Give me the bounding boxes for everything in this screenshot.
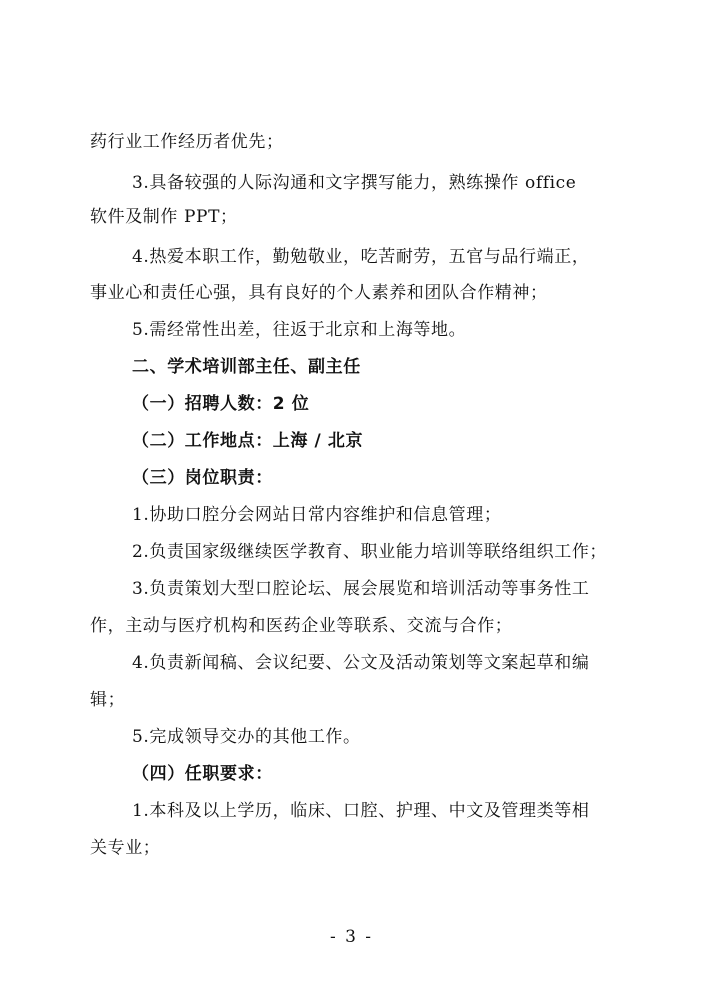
text-line: 3.负责策划大型口腔论坛、展会展览和培训活动等事务性工: [132, 579, 590, 599]
text-line: 5.需经常性出差，往返于北京和上海等地。: [132, 320, 467, 340]
section-heading: 二、学术培训部主任、副主任: [132, 357, 361, 377]
text-line: 辑；: [90, 690, 126, 710]
subsection-heading: （三）岗位职责：: [132, 468, 273, 488]
page-number: - 3 -: [329, 927, 374, 947]
text-line: 1.协助口腔分会网站日常内容维护和信息管理；: [132, 505, 502, 525]
text-line: 2.负责国家级继续医学教育、职业能力培训等联络组织工作；: [132, 542, 608, 562]
text-line: 4.热爱本职工作，勤勉敬业，吃苦耐劳，五官与品行端正，: [132, 247, 590, 267]
text-line: 1.本科及以上学历，临床、口腔、护理、中文及管理类等相: [132, 801, 590, 821]
subsection-heading: （一）招聘人数：2 位: [132, 394, 310, 414]
text-line: 药行业工作经历者优先；: [90, 132, 284, 152]
text-line: 关专业；: [90, 838, 161, 858]
subsection-heading: （四）任职要求：: [132, 764, 273, 784]
text-line: 作，主动与医疗机构和医药企业等联系、交流与合作；: [90, 616, 513, 636]
text-line: 软件及制作 PPT；: [90, 207, 238, 227]
text-line: 事业心和责任心强，具有良好的个人素养和团队合作精神；: [90, 283, 548, 303]
text-line: 3.具备较强的人际沟通和文字撰写能力，熟练操作 office: [132, 173, 577, 193]
subsection-heading: （二）工作地点：上海 / 北京: [132, 431, 364, 451]
text-line: 4.负责新闻稿、会议纪要、公文及活动策划等文案起草和编: [132, 653, 590, 673]
text-line: 5.完成领导交办的其他工作。: [132, 727, 361, 747]
